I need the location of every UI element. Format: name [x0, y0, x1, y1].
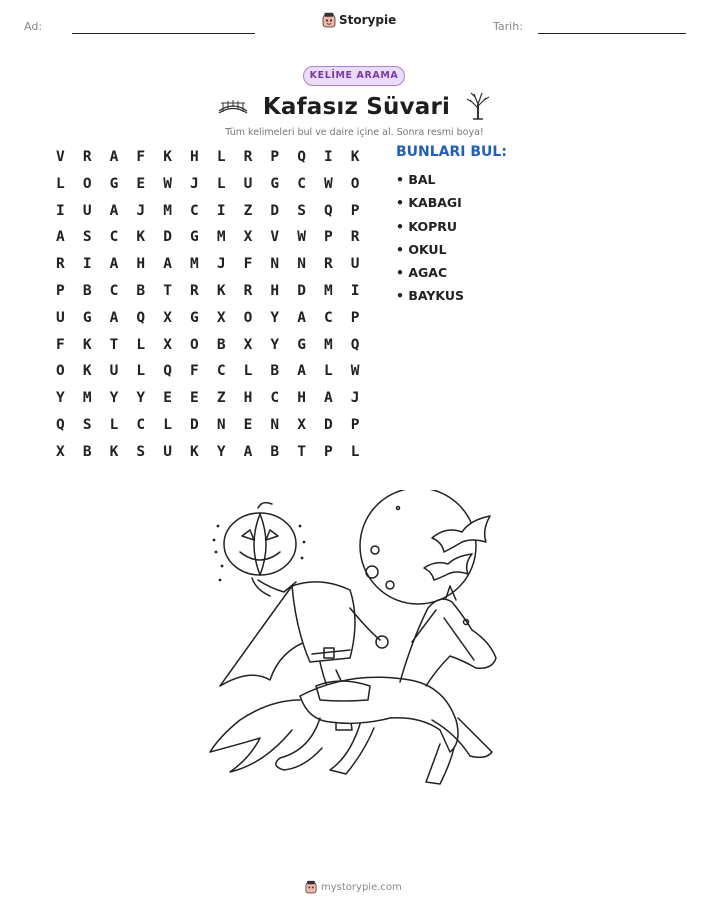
grid-letter[interactable]: U — [163, 443, 172, 460]
grid-letter[interactable]: W — [324, 175, 333, 192]
grid-letter[interactable]: Y — [270, 309, 280, 326]
grid-letter[interactable]: A — [324, 390, 333, 407]
grid-letter[interactable]: I — [82, 256, 92, 273]
grid-letter[interactable]: G — [270, 175, 280, 192]
grid-row — [47, 361, 369, 388]
date-label: Tarih: — [493, 20, 523, 33]
grid-letter[interactable]: R — [190, 282, 199, 299]
grid-letter[interactable]: K — [163, 149, 172, 165]
instructions: Tüm kelimeleri bul ve daire içine al. Sonra resmi boya! — [225, 127, 484, 138]
grid-letter[interactable]: E — [163, 390, 172, 407]
grid-letter[interactable]: A — [56, 229, 65, 246]
grid-letter[interactable]: B — [136, 282, 146, 299]
grid-letter[interactable]: V — [270, 229, 280, 246]
grid-letter[interactable]: K — [136, 229, 146, 246]
grid-letter[interactable]: Q — [350, 336, 360, 353]
storypie-mascot-icon — [322, 12, 336, 28]
grid-letter[interactable]: O — [243, 309, 253, 326]
grid-letter[interactable]: K — [82, 363, 92, 380]
word-list — [396, 171, 464, 311]
grid-letter[interactable]: L — [56, 175, 65, 192]
grid-letter[interactable]: I — [350, 282, 360, 299]
grid-letter[interactable]: Y — [270, 336, 280, 353]
grid-letter[interactable]: B — [82, 443, 92, 460]
grid-letter[interactable]: Y — [56, 390, 65, 407]
grid-letter[interactable]: U — [82, 202, 92, 219]
grid-letter[interactable]: X — [216, 309, 226, 326]
grid-letter[interactable]: U — [56, 309, 65, 326]
grid-letter[interactable]: N — [216, 416, 226, 433]
grid-letter[interactable]: F — [243, 256, 253, 273]
grid-letter[interactable]: D — [163, 229, 172, 246]
grid-letter[interactable]: B — [270, 363, 280, 380]
grid-letter[interactable]: N — [297, 256, 306, 273]
grid-letter[interactable]: P — [350, 309, 360, 326]
grid-letter[interactable]: O — [56, 363, 65, 380]
grid-row — [47, 415, 369, 442]
grid-letter[interactable]: L — [216, 175, 226, 192]
name-field-line[interactable] — [72, 33, 255, 34]
grid-letter[interactable]: Q — [297, 149, 306, 165]
grid-letter[interactable]: L — [109, 416, 119, 433]
grid-row — [47, 281, 369, 308]
grid-letter[interactable]: L — [136, 336, 146, 353]
word-item: • KOPRU — [396, 218, 458, 234]
grid-letter[interactable]: Q — [324, 202, 333, 219]
grid-letter[interactable]: A — [243, 443, 253, 460]
word-item: • AGAC — [396, 265, 448, 281]
word-item: • KABAGI — [396, 195, 462, 211]
grid-letter[interactable]: V — [56, 149, 65, 165]
grid-letter[interactable]: N — [270, 416, 280, 433]
grid-letter[interactable]: C — [190, 202, 199, 219]
grid-letter[interactable]: R — [324, 256, 333, 273]
grid-letter[interactable]: J — [216, 256, 226, 273]
grid-letter[interactable]: A — [109, 256, 119, 273]
grid-letter[interactable]: K — [82, 336, 92, 353]
grid-letter[interactable]: M — [82, 390, 92, 407]
grid-letter[interactable]: D — [297, 282, 306, 299]
grid-letter[interactable]: R — [56, 256, 65, 273]
grid-row — [47, 174, 369, 201]
grid-letter[interactable]: R — [243, 149, 253, 165]
grid-letter[interactable]: G — [190, 309, 199, 326]
grid-letter[interactable]: R — [82, 149, 92, 165]
grid-row — [47, 254, 369, 281]
grid-letter[interactable]: R — [350, 229, 360, 246]
grid-letter[interactable]: B — [216, 336, 226, 353]
grid-letter[interactable]: S — [136, 443, 146, 460]
grid-letter[interactable]: M — [216, 229, 226, 246]
grid-letter[interactable]: S — [297, 202, 306, 219]
grid-row — [47, 227, 369, 254]
grid-letter[interactable]: K — [190, 443, 199, 460]
grid-letter[interactable]: I — [56, 202, 65, 219]
grid-letter[interactable]: P — [350, 202, 360, 219]
grid-row — [47, 201, 369, 228]
grid-letter[interactable]: C — [216, 363, 226, 380]
grid-letter[interactable]: T — [109, 336, 119, 353]
grid-letter[interactable]: M — [190, 256, 199, 273]
grid-row — [47, 335, 369, 362]
grid-letter[interactable]: H — [297, 390, 306, 407]
grid-letter[interactable]: W — [297, 229, 306, 246]
grid-letter[interactable]: P — [350, 416, 360, 433]
grid-letter[interactable]: E — [243, 416, 253, 433]
grid-letter[interactable]: X — [163, 336, 172, 353]
name-label: Ad: — [24, 20, 43, 33]
page-title — [0, 90, 709, 120]
grid-letter[interactable]: M — [324, 282, 333, 299]
grid-letter[interactable]: P — [270, 149, 280, 165]
grid-letter[interactable]: L — [350, 443, 360, 460]
grid-letter[interactable]: L — [243, 363, 253, 380]
footer — [305, 880, 402, 894]
grid-letter[interactable]: J — [136, 202, 146, 219]
brand-logo — [322, 12, 396, 28]
grid-letter[interactable]: X — [297, 416, 306, 433]
brand-name: Storypie — [339, 13, 397, 27]
grid-letter[interactable]: J — [350, 390, 360, 407]
grid-letter[interactable]: H — [243, 390, 253, 407]
grid-letter[interactable]: M — [324, 336, 333, 353]
grid-letter[interactable]: Z — [216, 390, 226, 407]
grid-letter[interactable]: T — [163, 282, 172, 299]
grid-letter[interactable]: H — [136, 256, 146, 273]
grid-letter[interactable]: G — [190, 229, 199, 246]
grid-letter[interactable]: Y — [136, 390, 146, 407]
grid-letter[interactable]: O — [82, 175, 92, 192]
grid-letter[interactable]: C — [297, 175, 306, 192]
grid-row — [47, 308, 369, 335]
grid-letter[interactable]: F — [190, 363, 199, 380]
grid-letter[interactable]: G — [297, 336, 306, 353]
grid-letter[interactable]: P — [56, 282, 65, 299]
grid-letter[interactable]: F — [136, 149, 146, 165]
grid-letter[interactable]: J — [190, 175, 199, 192]
grid-letter[interactable]: O — [350, 175, 360, 192]
grid-letter[interactable]: A — [109, 149, 119, 165]
grid-letter[interactable]: B — [82, 282, 92, 299]
grid-letter[interactable]: A — [109, 202, 119, 219]
grid-letter[interactable]: P — [324, 229, 333, 246]
grid-letter[interactable]: C — [109, 229, 119, 246]
grid-letter[interactable]: C — [136, 416, 146, 433]
grid-letter[interactable]: G — [82, 309, 92, 326]
grid-letter[interactable]: I — [324, 149, 333, 165]
grid-letter[interactable]: X — [56, 443, 65, 460]
grid-letter[interactable]: L — [216, 149, 226, 165]
grid-letter[interactable]: K — [216, 282, 226, 299]
grid-letter[interactable]: M — [163, 202, 172, 219]
grid-letter[interactable]: S — [82, 229, 92, 246]
grid-letter[interactable]: A — [297, 363, 306, 380]
grid-letter[interactable]: H — [190, 149, 199, 165]
grid-letter[interactable]: W — [163, 175, 172, 192]
grid-letter[interactable]: N — [270, 256, 280, 273]
grid-letter[interactable]: Q — [56, 416, 65, 433]
grid-letter[interactable]: U — [109, 363, 119, 380]
grid-row — [47, 442, 369, 469]
grid-letter[interactable]: I — [216, 202, 226, 219]
letter-grid — [47, 147, 369, 469]
word-item: • BAYKUS — [396, 288, 465, 304]
title-text: Kafasız Süvari — [262, 94, 451, 120]
grid-letter[interactable]: S — [82, 416, 92, 433]
grid-letter[interactable]: K — [350, 149, 360, 165]
grid-letter[interactable]: A — [109, 309, 119, 326]
grid-letter[interactable]: Q — [136, 309, 146, 326]
word-search-badge: KELİME ARAMA — [303, 66, 405, 86]
headless-horseman-illustration[interactable] — [200, 490, 510, 790]
grid-letter[interactable]: E — [136, 175, 146, 192]
grid-letter[interactable]: A — [297, 309, 306, 326]
date-field-line[interactable] — [538, 33, 686, 34]
storypie-mascot-icon — [305, 880, 317, 894]
grid-letter[interactable]: W — [350, 363, 360, 380]
grid-letter[interactable]: G — [109, 175, 119, 192]
grid-letter[interactable]: L — [163, 416, 172, 433]
grid-letter[interactable]: K — [109, 443, 119, 460]
grid-letter[interactable]: O — [190, 336, 199, 353]
grid-letter[interactable]: E — [190, 390, 199, 407]
grid-letter[interactable]: C — [109, 282, 119, 299]
grid-letter[interactable]: U — [243, 175, 253, 192]
grid-letter[interactable]: D — [190, 416, 199, 433]
grid-letter[interactable]: Y — [216, 443, 226, 460]
grid-letter[interactable]: B — [270, 443, 280, 460]
grid-letter[interactable]: D — [270, 202, 280, 219]
grid-letter[interactable]: H — [270, 282, 280, 299]
footer-url[interactable]: mystorypie.com — [321, 881, 402, 893]
grid-letter[interactable]: Q — [163, 363, 172, 380]
bridge-icon — [217, 95, 249, 117]
word-item: • BAL — [396, 172, 436, 187]
grid-row — [47, 147, 369, 174]
grid-letter[interactable]: C — [270, 390, 280, 407]
grid-letter[interactable]: L — [324, 363, 333, 380]
grid-letter[interactable]: A — [163, 256, 172, 273]
word-item: • OKUL — [396, 241, 447, 257]
grid-letter[interactable]: X — [163, 309, 172, 326]
grid-letter[interactable]: X — [243, 336, 253, 353]
grid-letter[interactable]: T — [297, 443, 306, 460]
grid-letter[interactable]: P — [324, 443, 333, 460]
word-list-title: BUNLARI BUL: — [396, 144, 507, 160]
grid-letter[interactable]: C — [324, 309, 333, 326]
grid-letter[interactable]: Z — [243, 202, 253, 219]
bare-tree-icon — [464, 90, 492, 120]
grid-row — [47, 388, 369, 415]
grid-letter[interactable]: D — [324, 416, 333, 433]
grid-letter[interactable]: U — [350, 256, 360, 273]
grid-letter[interactable]: L — [136, 363, 146, 380]
grid-letter[interactable]: F — [56, 336, 65, 353]
grid-letter[interactable]: X — [243, 229, 253, 246]
grid-letter[interactable]: Y — [109, 390, 119, 407]
grid-letter[interactable]: R — [243, 282, 253, 299]
